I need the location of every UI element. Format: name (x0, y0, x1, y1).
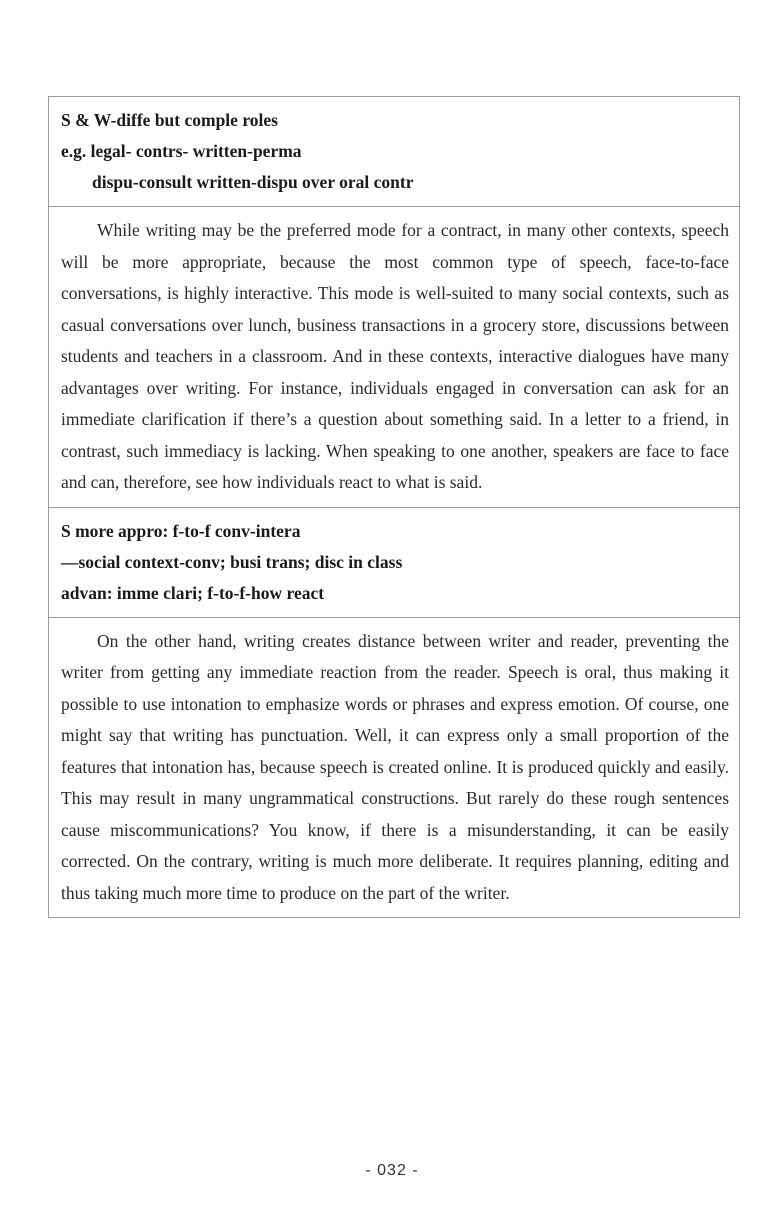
paragraph-box-2 (49, 618, 739, 918)
note-line: e.g. legal- contrs- written-perma (61, 141, 302, 161)
paragraph-text: While writing may be the preferred mode for a contract, in many other contexts, speech will be more appropriate, because the most common type of speech, face-to-face conversations, is highly interactive. This mode is well-suited to many social contexts, such as casual conversations over lunch, business transactions in a grocery store, discussions between students and teachers in a classroom. And in these contexts, interactive dialogues have many advantages over writing. For instance, individuals engaged in conversation can ask for an immediate clarification if there’s a question about something said. In a letter to a friend, in contrast, such immediacy is lacking. When speaking to one another, speakers are face to face and can, therefore, see how individuals react to what is said. (61, 220, 729, 492)
page-number: - 032 - (365, 1162, 419, 1179)
note-line: S & W-diffe but comple roles (61, 110, 278, 130)
notes-box-1 (49, 97, 739, 207)
paragraph-text: On the other hand, writing creates distance between writer and reader, preventing the writer from getting any immediate reaction from the reader. Speech is oral, thus making it possible to use intonation to emphasize words or phrases and express emotion. Of course, one might say that writing has punctuation. Well, it can express only a small proportion of the features that intonation has, because speech is created online. It is produced quickly and easily. This may result in many ungrammatical constructions. But rarely do these rough sentences cause miscommunications? You know, if there is a misunderstanding, it can be easily corrected. On the contrary, writing is much more deliberate. It requires planning, editing and thus taking much more time to produce on the part of the writer. (61, 630, 729, 903)
note-line: advan: imme clari; f-to-f-how react (61, 582, 325, 603)
page-frame (48, 96, 740, 918)
note-line: —social context-conv; busi trans; disc in class (61, 551, 403, 572)
notes-box-2 (49, 508, 739, 618)
note-line: S more appro: f-to-f conv-intera (61, 520, 301, 541)
note-line: dispu-consult written-dispu over oral contr (92, 172, 414, 192)
paragraph-box-1 (49, 207, 739, 508)
